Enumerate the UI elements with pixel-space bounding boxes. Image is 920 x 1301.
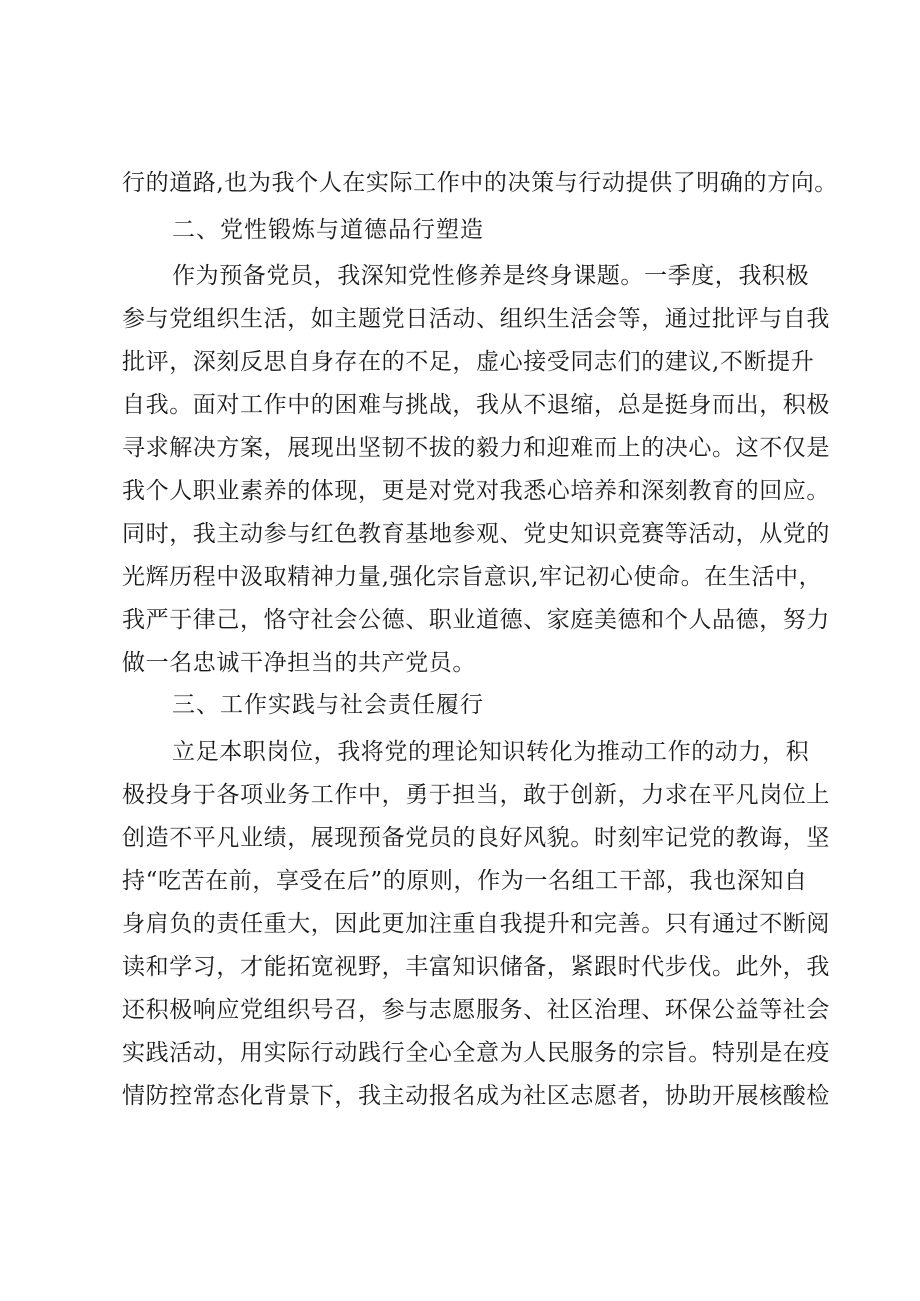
paragraph-line: 创造不平凡业绩，展现预备党员的良好风貌。时刻牢记党的教诲，坚 <box>122 825 830 851</box>
paragraph-line: 寻求解决方案，展现出坚韧不拔的毅力和迎难而上的决心。这不仅是 <box>122 435 830 461</box>
paragraph-line: 身肩负的责任重大，因此更加注重自我提升和完善。只有通过不断阅 <box>122 911 830 937</box>
paragraph-line: 自我。面对工作中的困难与挑战，我从不退缩，总是挺身而出，积极 <box>122 392 830 418</box>
paragraph-line: 情防控常态化背景下，我主动报名成为社区志愿者，协助开展核酸检 <box>122 1083 830 1109</box>
paragraph-line: 还积极响应党组织号召，参与志愿服务、社区治理、环保公益等社会 <box>122 997 830 1023</box>
paragraph-line: 极投身于各项业务工作中，勇于担当，敢于创新，力求在平凡岗位上 <box>122 782 830 808</box>
paragraph-line: 读和学习，才能拓宽视野，丰富知识储备，紧跟时代步伐。此外，我 <box>122 954 830 980</box>
paragraph-line: 行的道路,也为我个人在实际工作中的决策与行动提供了明确的方向。 <box>122 170 838 196</box>
section-heading-2: 二、党性锻炼与道德品行塑造 <box>172 217 484 243</box>
paragraph-line: 参与党组织生活，如主题党日活动、组织生活会等，通过批评与自我 <box>122 306 830 332</box>
paragraph-line: 实践活动，用实际行动践行全心全意为人民服务的宗旨。特别是在疫 <box>122 1040 830 1066</box>
paragraph-line: 批评，深刻反思自身存在的不足，虚心接受同志们的建议,不断提升 <box>122 349 815 375</box>
section-heading-3: 三、工作实践与社会责任履行 <box>172 692 484 718</box>
paragraph-line: 持“吃苦在前，享受在后”的原则，作为一名组工干部，我也深知自 <box>122 868 808 894</box>
paragraph-line: 光辉历程中汲取精神力量,强化宗旨意识,牢记初心使命。在生活中， <box>122 564 823 590</box>
paragraph-line: 做一名忠诚干净担当的共产党员。 <box>122 650 476 676</box>
paragraph-line: 作为预备党员，我深知党性修养是终身课题。一季度，我积极 <box>172 263 810 289</box>
paragraph-line: 我个人职业素养的体现，更是对党对我悉心培养和深刻教育的回应。 <box>122 478 830 504</box>
paragraph-line: 我严于律己，恪守社会公德、职业道德、家庭美德和个人品德，努力 <box>122 607 830 633</box>
paragraph-line: 立足本职岗位，我将党的理论知识转化为推动工作的动力，积 <box>172 739 810 765</box>
paragraph-line: 同时，我主动参与红色教育基地参观、党史知识竞赛等活动，从党的 <box>122 521 830 547</box>
